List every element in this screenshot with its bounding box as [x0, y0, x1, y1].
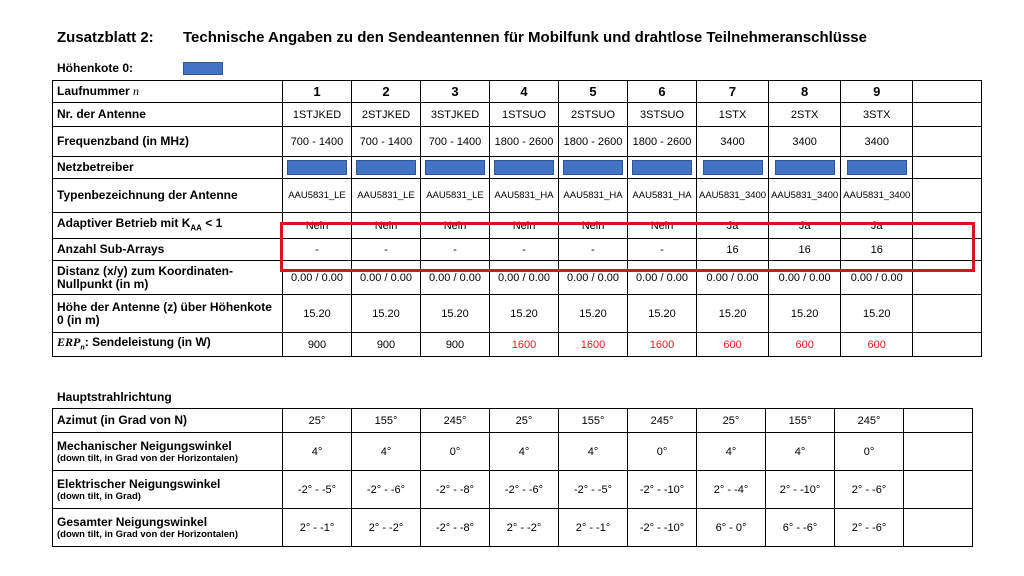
redacted-operator-box [563, 160, 623, 175]
table-cell: 0.00 / 0.00 [628, 261, 697, 295]
table-cell: Ja [769, 213, 841, 239]
table-cell: 7 [697, 81, 769, 103]
table-cell: 0.00 / 0.00 [421, 261, 490, 295]
row-label: Höhe der Antenne (z) über Höhenkote 0 (in m) [53, 295, 283, 333]
table-cell: -2° - -8° [421, 471, 490, 509]
table-cell: Ja [697, 213, 769, 239]
table-cell: Nein [283, 213, 352, 239]
hoehenkote-label: Höhenkote 0: [57, 61, 134, 75]
sheet-title: Technische Angaben zu den Sendeantennen für Mobilfunk und drahtlose Teilnehmeranschlüsse [183, 29, 867, 46]
table-cell: 15.20 [352, 295, 421, 333]
table-cell: 900 [283, 333, 352, 357]
table-row [53, 409, 973, 433]
table-cell: 4° [352, 433, 421, 471]
table-row [53, 295, 982, 333]
table-cell: 25° [490, 409, 559, 433]
table-cell: 600 [841, 333, 913, 357]
table-cell [913, 261, 982, 295]
table-row [53, 127, 982, 157]
table-cell: AAU5831_LE [421, 179, 490, 213]
row-label: Netzbetreiber [53, 157, 283, 179]
table-cell: 15.20 [559, 295, 628, 333]
table-cell: 155° [559, 409, 628, 433]
table-cell: 0.00 / 0.00 [352, 261, 421, 295]
redacted-operator-box [703, 160, 763, 175]
table-cell: AAU5831_LE [283, 179, 352, 213]
table-cell [913, 103, 982, 127]
table-cell: 3400 [769, 127, 841, 157]
table-cell: 155° [352, 409, 421, 433]
table-cell: 3 [421, 81, 490, 103]
row-label: $ERP_n$: Sendeleistung (in W) [53, 333, 283, 357]
table-cell: Nein [421, 213, 490, 239]
table-cell [352, 157, 421, 179]
table-cell [628, 157, 697, 179]
table-cell: 1STX [697, 103, 769, 127]
table-cell: 1800 - 2600 [490, 127, 559, 157]
table-cell [913, 239, 982, 261]
sheet-label: Zusatzblatt 2: [57, 29, 154, 46]
table-cell: 6° - 0° [697, 509, 766, 547]
table-cell: 2 [352, 81, 421, 103]
table-cell [697, 157, 769, 179]
table-cell: 155° [766, 409, 835, 433]
table-row [53, 213, 982, 239]
redacted-operator-box [287, 160, 347, 175]
table-cell: AAU5831_LE [352, 179, 421, 213]
table-cell: 0.00 / 0.00 [559, 261, 628, 295]
row-label: Anzahl Sub-Arrays [53, 239, 283, 261]
table-cell [904, 471, 973, 509]
table-cell: - [628, 239, 697, 261]
table-cell: 2STX [769, 103, 841, 127]
row-label: Azimut (in Grad von N) [53, 409, 283, 433]
row-label: Frequenzband (in MHz) [53, 127, 283, 157]
table-cell: 4 [490, 81, 559, 103]
table-cell: AAU5831_3400 [841, 179, 913, 213]
redacted-operator-box [632, 160, 692, 175]
table-cell [559, 157, 628, 179]
row-label: Laufnummer n [53, 81, 283, 103]
table-cell: -2° - -10° [628, 471, 697, 509]
table-cell: 0° [421, 433, 490, 471]
table-cell: 4° [697, 433, 766, 471]
table-cell: - [490, 239, 559, 261]
table-cell: 2° - -2° [490, 509, 559, 547]
table-cell: 16 [769, 239, 841, 261]
table-cell [904, 509, 973, 547]
table-cell: 0° [628, 433, 697, 471]
antenna-data-table [52, 80, 982, 357]
redacted-operator-box [425, 160, 485, 175]
table-cell: 16 [697, 239, 769, 261]
row-label: Adaptiver Betrieb mit $K_{AA} < 1$ [53, 213, 283, 239]
table-cell: AAU5831_3400 [697, 179, 769, 213]
table-cell: -2° - -5° [559, 471, 628, 509]
hauptstrahlrichtung-label: Hauptstrahlrichtung [57, 390, 172, 404]
table-cell: AAU5831_HA [628, 179, 697, 213]
table-cell: - [283, 239, 352, 261]
table-cell: 2° - -10° [766, 471, 835, 509]
table-cell: 6 [628, 81, 697, 103]
table-cell [421, 157, 490, 179]
table-cell [913, 179, 982, 213]
table-cell: -2° - -6° [352, 471, 421, 509]
table-cell: 1STSUO [490, 103, 559, 127]
table-cell: 0.00 / 0.00 [769, 261, 841, 295]
table-cell: 15.20 [628, 295, 697, 333]
table-cell: 600 [769, 333, 841, 357]
table-cell: 4° [559, 433, 628, 471]
table-cell: - [559, 239, 628, 261]
table-cell: -2° - -10° [628, 509, 697, 547]
table-cell: 15.20 [421, 295, 490, 333]
table-cell: 3STJKED [421, 103, 490, 127]
table-cell [904, 409, 973, 433]
redacted-operator-box [847, 160, 907, 175]
table-cell: -2° - -5° [283, 471, 352, 509]
table-cell: 700 - 1400 [421, 127, 490, 157]
row-label: Elektrischer Neigungswinkel (down tilt, in Grad) [53, 471, 283, 509]
main-beam-direction-table [52, 408, 973, 547]
table-cell: 2° - -1° [559, 509, 628, 547]
table-cell: 700 - 1400 [352, 127, 421, 157]
table-cell: 9 [841, 81, 913, 103]
row-label: Distanz (x/y) zum Koordinaten-Nullpunkt (in m) [53, 261, 283, 295]
table-cell: 16 [841, 239, 913, 261]
table-cell: 1800 - 2600 [559, 127, 628, 157]
table-cell: 2STSUO [559, 103, 628, 127]
table-row [53, 81, 982, 103]
table-cell: 2° - -6° [835, 509, 904, 547]
table-cell [913, 213, 982, 239]
table-row [53, 433, 973, 471]
table-cell: 2° - -2° [352, 509, 421, 547]
table-cell [769, 157, 841, 179]
table-cell: 15.20 [490, 295, 559, 333]
hoehenkote-redacted-value [183, 62, 223, 75]
table-row [53, 157, 982, 179]
table-cell: 4° [490, 433, 559, 471]
table-cell: Ja [841, 213, 913, 239]
table-cell: 700 - 1400 [283, 127, 352, 157]
table-cell: 245° [835, 409, 904, 433]
table-cell: 3STSUO [628, 103, 697, 127]
table-cell: 8 [769, 81, 841, 103]
table-cell: 3STX [841, 103, 913, 127]
table-cell: 245° [628, 409, 697, 433]
table-cell: Nein [352, 213, 421, 239]
table-cell [490, 157, 559, 179]
table-cell: -2° - -8° [421, 509, 490, 547]
redacted-operator-box [494, 160, 554, 175]
table-cell [913, 81, 982, 103]
table-cell: 1 [283, 81, 352, 103]
row-label: Gesamter Neigungswinkel (down tilt, in Grad von der Horizontalen) [53, 509, 283, 547]
table-cell: 600 [697, 333, 769, 357]
table-row [53, 261, 982, 295]
table-row [53, 103, 982, 127]
table-cell: 0° [835, 433, 904, 471]
table-cell: 4° [283, 433, 352, 471]
table-cell: 1600 [490, 333, 559, 357]
table-cell: 6° - -6° [766, 509, 835, 547]
table-cell: - [352, 239, 421, 261]
table-cell [913, 333, 982, 357]
row-label: Nr. der Antenne [53, 103, 283, 127]
redacted-operator-box [356, 160, 416, 175]
table-cell: 0.00 / 0.00 [697, 261, 769, 295]
table-cell: 2° - -4° [697, 471, 766, 509]
table-cell: 2° - -1° [283, 509, 352, 547]
table-cell: 900 [352, 333, 421, 357]
table-cell: 1600 [559, 333, 628, 357]
table-cell: 25° [697, 409, 766, 433]
table-cell: 3400 [697, 127, 769, 157]
table-cell: Nein [559, 213, 628, 239]
table-row [53, 179, 982, 213]
table-cell: 5 [559, 81, 628, 103]
table-cell: 900 [421, 333, 490, 357]
table-cell: 3400 [841, 127, 913, 157]
table-row [53, 333, 982, 357]
table-cell: Nein [628, 213, 697, 239]
table-cell: 15.20 [697, 295, 769, 333]
table-cell: Nein [490, 213, 559, 239]
table-cell: 0.00 / 0.00 [490, 261, 559, 295]
table-cell [913, 127, 982, 157]
table-cell: AAU5831_HA [490, 179, 559, 213]
table-cell [913, 157, 982, 179]
table-cell [841, 157, 913, 179]
table-cell [283, 157, 352, 179]
table-cell: -2° - -6° [490, 471, 559, 509]
table-cell: 2° - -6° [835, 471, 904, 509]
table-row [53, 239, 982, 261]
table-cell: 1600 [628, 333, 697, 357]
table-cell: 0.00 / 0.00 [283, 261, 352, 295]
redacted-operator-box [775, 160, 835, 175]
table-cell: 1800 - 2600 [628, 127, 697, 157]
table-cell: 15.20 [769, 295, 841, 333]
table-cell: 15.20 [283, 295, 352, 333]
table-cell: 4° [766, 433, 835, 471]
table-cell: AAU5831_HA [559, 179, 628, 213]
table-cell: 15.20 [841, 295, 913, 333]
table-cell: 2STJKED [352, 103, 421, 127]
table-row [53, 471, 973, 509]
table-cell: 25° [283, 409, 352, 433]
table-cell [904, 433, 973, 471]
table-cell: 245° [421, 409, 490, 433]
row-label: Mechanischer Neigungswinkel (down tilt, in Grad von der Horizontalen) [53, 433, 283, 471]
row-label: Typenbezeichnung der Antenne [53, 179, 283, 213]
table-cell: 1STJKED [283, 103, 352, 127]
table-cell: - [421, 239, 490, 261]
table-cell: AAU5831_3400 [769, 179, 841, 213]
table-cell [913, 295, 982, 333]
table-row [53, 509, 973, 547]
table-cell: 0.00 / 0.00 [841, 261, 913, 295]
